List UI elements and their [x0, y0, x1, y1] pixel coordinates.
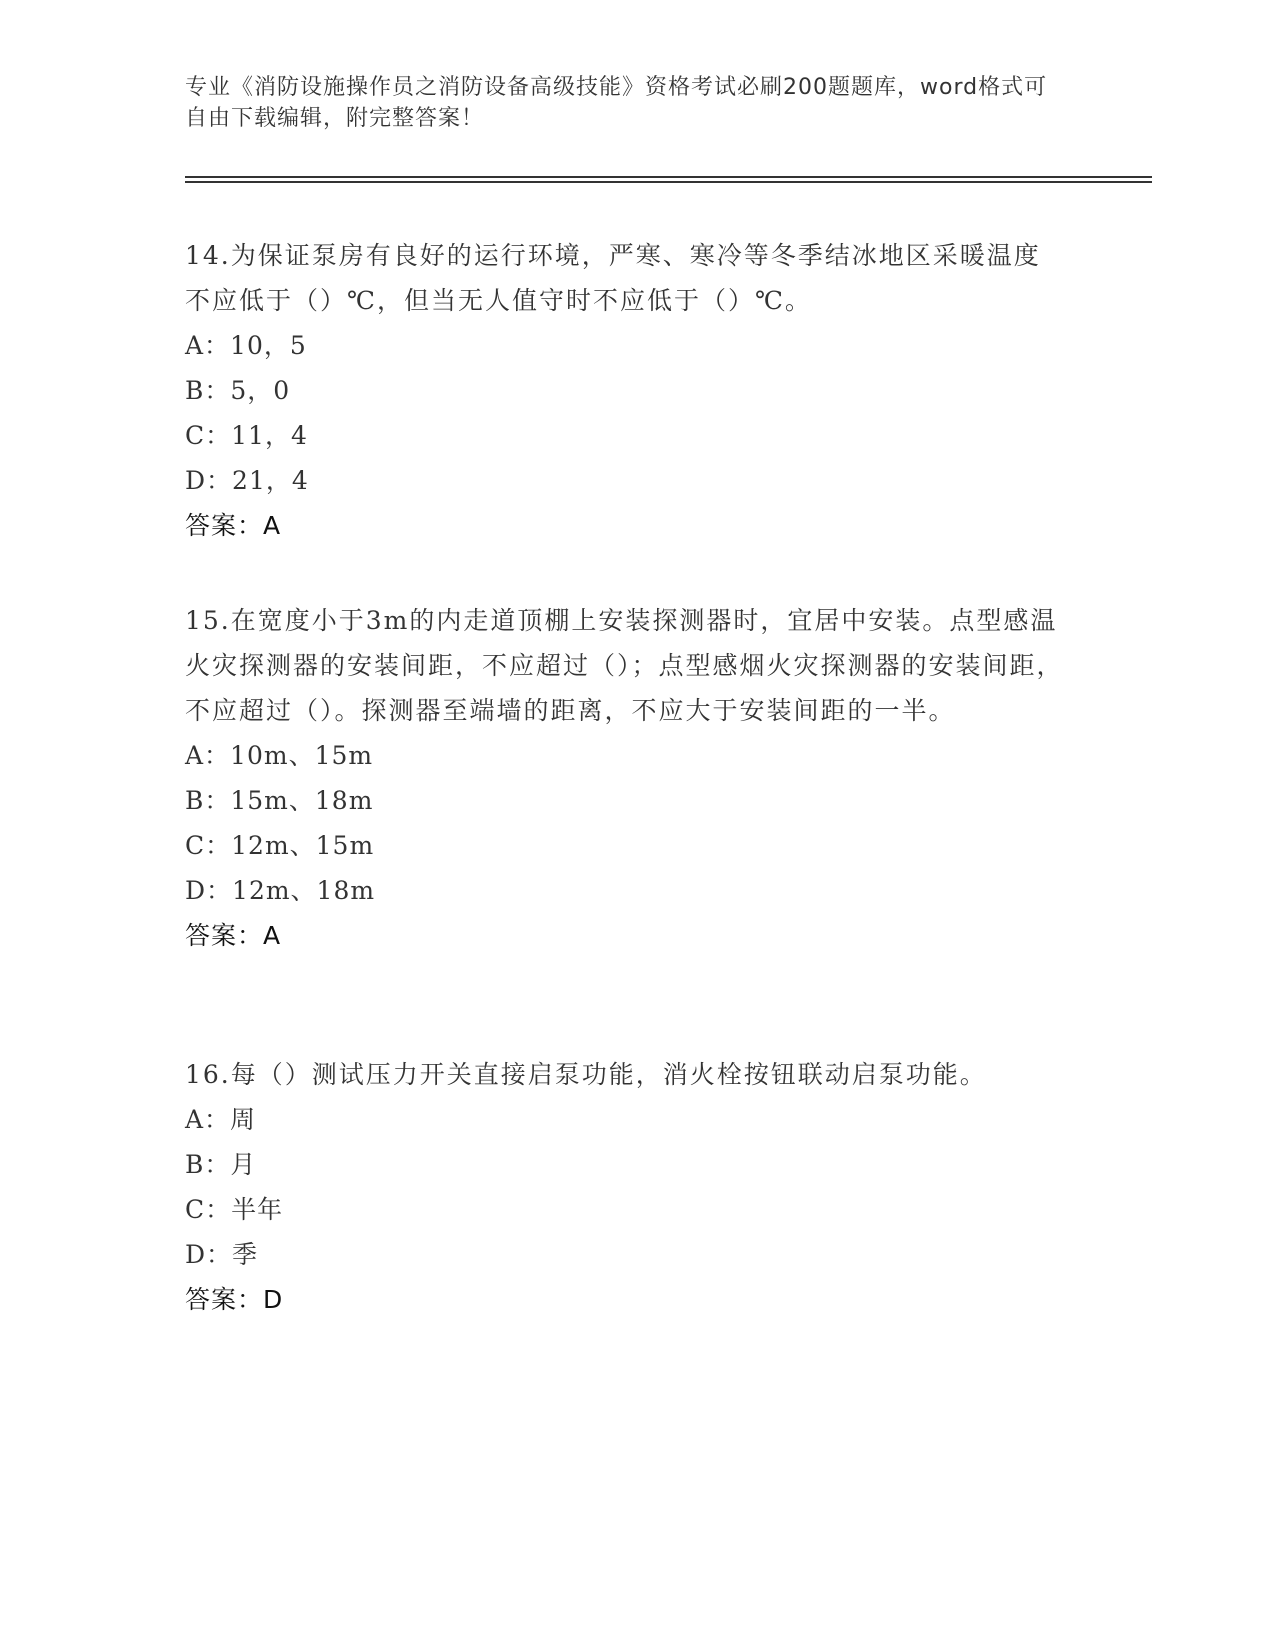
question-15 [185, 598, 1065, 958]
question-16 [185, 1052, 1065, 1322]
header-divider-top [185, 176, 1152, 178]
answer: 答案：D [185, 1285, 284, 1314]
header-divider-bottom [185, 181, 1152, 183]
option-a: A：10m、15m [185, 741, 374, 770]
option-c: C：半年 [185, 1195, 284, 1224]
option-d: D：21，4 [185, 466, 309, 495]
document-header: 专业《消防设施操作员之消防设备高级技能》资格考试必刷200题题库，word格式可自由下载编辑，附完整答案！ [185, 75, 1048, 131]
option-d: D：季 [185, 1240, 259, 1269]
option-b: B：月 [185, 1150, 257, 1179]
option-c: C：11，4 [185, 421, 308, 450]
question-stem: 16.每（）测试压力开关直接启泵功能，消火栓按钮联动启泵功能。 [185, 1060, 987, 1089]
question-stem: 14.为保证泵房有良好的运行环境，严寒、寒冷等冬季结冰地区采暖温度不应低于（）℃，但当无人值守时不应低于（）℃。 [185, 241, 1041, 315]
option-b: B：15m、18m [185, 786, 374, 815]
option-b: B：5，0 [185, 376, 291, 405]
question-14 [185, 233, 1065, 548]
option-d: D：12m、18m [185, 876, 376, 905]
option-c: C：12m、15m [185, 831, 375, 860]
option-a: A：10，5 [185, 331, 307, 360]
answer: 答案：A [185, 511, 282, 540]
question-stem: 15.在宽度小于3m的内走道顶棚上安装探测器时，宜居中安装。点型感温火灾探测器的安装间距，不应超过（）；点型感烟火灾探测器的安装间距，不应超过（）。探测器至端墙的距离，不应大于安装间距的一半。 [185, 606, 1064, 725]
answer: 答案：A [185, 921, 282, 950]
option-a: A：周 [185, 1105, 257, 1134]
